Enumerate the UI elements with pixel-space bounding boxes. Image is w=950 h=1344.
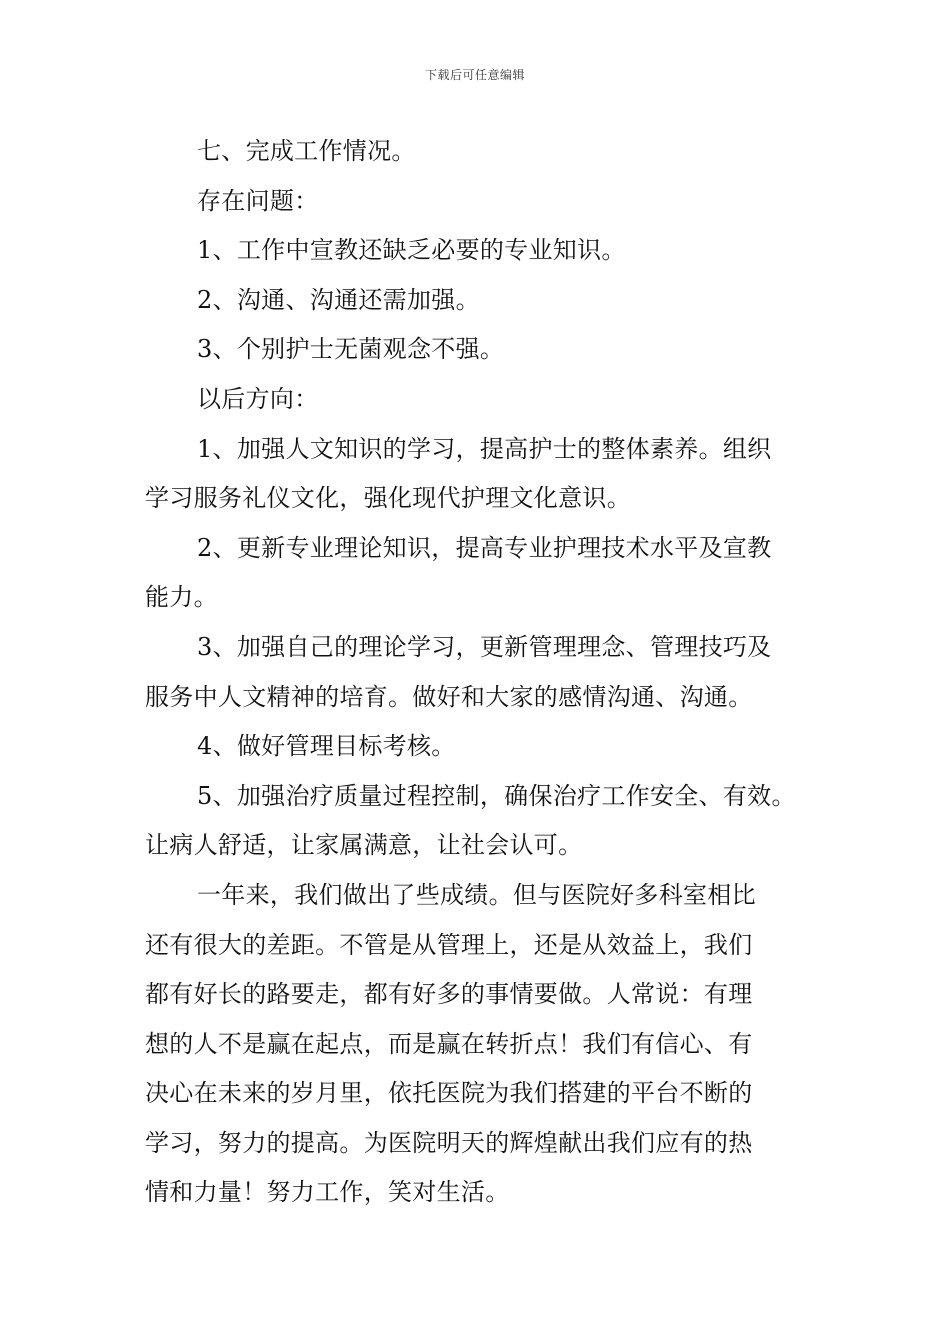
conclusion-line-3: 都有好长的路要走，都有好多的事情要做。人常说：有理 xyxy=(145,980,753,1009)
problem-item-2: 2、沟通、沟通还需加强。 xyxy=(197,285,480,314)
subheading-problems: 存在问题： xyxy=(197,186,319,215)
document-body xyxy=(145,131,815,1222)
direction-item-4: 4、做好管理目标考核。 xyxy=(197,732,456,761)
conclusion-line-6: 学习，努力的提高。为医院明天的辉煌献出我们应有的热 xyxy=(145,1128,753,1157)
direction-item-3-line-1: 3、加强自己的理论学习，更新管理理念、管理技巧及 xyxy=(197,632,772,661)
subheading-direction: 以后方向： xyxy=(197,384,319,413)
page-header-note: 下载后可任意编辑 xyxy=(424,68,525,82)
section-heading: 七、完成工作情况。 xyxy=(197,137,416,165)
direction-item-2-line-1: 2、更新专业理论知识，提高专业护理技术水平及宣教 xyxy=(197,533,772,562)
conclusion-line-2: 还有很大的差距。不管是从管理上，还是从效益上，我们 xyxy=(145,930,753,959)
conclusion-line-4: 想的人不是赢在起点，而是赢在转折点！我们有信心、有 xyxy=(145,1029,753,1058)
direction-item-2-line-2: 能力。 xyxy=(145,583,218,612)
direction-item-5-line-1: 5、加强治疗质量过程控制，确保治疗工作安全、有效。 xyxy=(197,781,796,810)
conclusion-line-1: 一年来，我们做出了些成绩。但与医院好多科室相比 xyxy=(197,880,756,909)
direction-item-1-line-1: 1、加强人文知识的学习，提高护士的整体素养。组织 xyxy=(197,434,772,463)
problem-item-3: 3、个别护士无菌观念不强。 xyxy=(197,335,505,364)
conclusion-line-7: 情和力量！努力工作，笑对生活。 xyxy=(145,1178,510,1207)
direction-item-1-line-2: 学习服务礼仪文化，强化现代护理文化意识。 xyxy=(145,484,631,513)
direction-item-5-line-2: 让病人舒适，让家属满意，让社会认可。 xyxy=(145,831,583,860)
problem-item-1: 1、工作中宣教还缺乏必要的专业知识。 xyxy=(197,236,626,265)
conclusion-line-5: 决心在未来的岁月里，依托医院为我们搭建的平台不断的 xyxy=(145,1079,753,1108)
direction-item-3-line-2: 服务中人文精神的培育。做好和大家的感情沟通、沟通。 xyxy=(145,682,753,711)
